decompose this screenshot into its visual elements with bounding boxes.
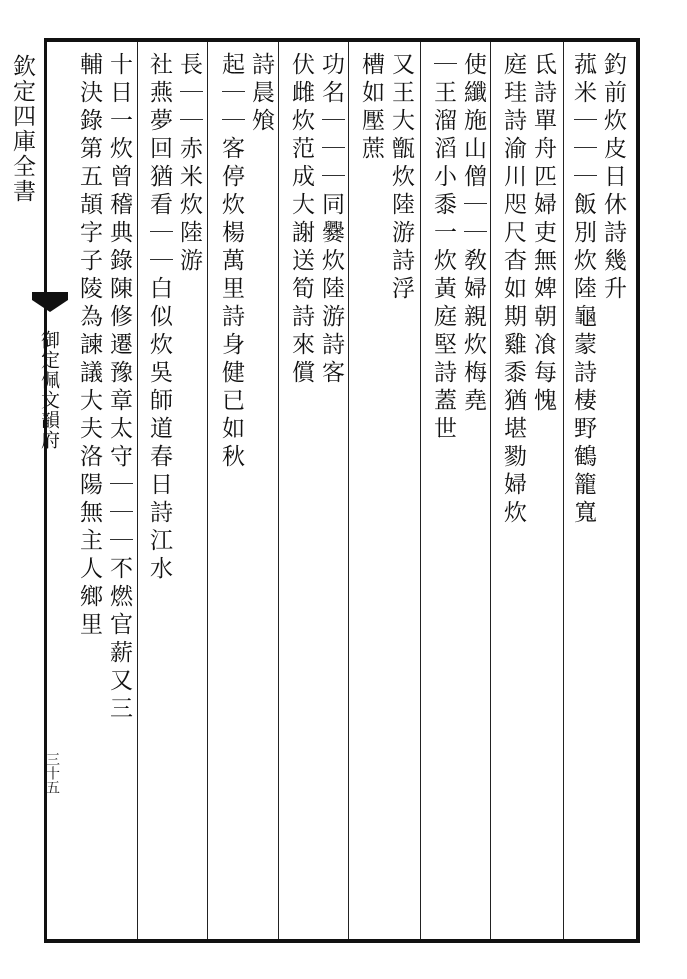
column-rule: [348, 42, 349, 939]
text-line: 釣前炊皮日休詩幾升: [600, 52, 626, 304]
fishtail-mark-icon: [32, 292, 68, 312]
text-line: 使纖施山僧｜｜敎婦親炊梅堯: [460, 52, 486, 416]
text-line: 槽如壓蔗: [358, 52, 384, 164]
text-line: 社燕夢回猶看｜｜白似炊吳師道春日詩江水: [146, 52, 172, 584]
column-rule: [420, 42, 421, 939]
text-column: [74, 52, 134, 937]
book-title: 欽定四庫全書: [9, 54, 35, 204]
text-line: 輔決錄第五頡字子陵為諫議大夫洛陽無主人鄉里: [76, 52, 102, 640]
text-line: 長｜｜赤米炊陸游: [176, 52, 202, 276]
text-column: [498, 52, 558, 937]
text-column: [286, 52, 346, 937]
text-line: 氐詩單舟匹婦吏無婢朝飡每愧: [530, 52, 556, 416]
text-column: [428, 52, 488, 937]
frame-top-border: [44, 38, 640, 42]
text-line: 伏雌炊范成大謝送筍詩來償: [288, 52, 314, 388]
text-line: ｜王溜滔小黍一炊黃庭堅詩蓋世: [430, 52, 456, 444]
text-line: 菰米｜｜｜飯別炊陸龜蒙詩棲野鶴籠寬: [570, 52, 596, 528]
text-column: [216, 52, 276, 937]
frame-right-border: [636, 38, 640, 943]
text-line: 詩晨飧: [248, 52, 274, 136]
text-line: 十日一炊曾稽典錄陳修遷豫章太守｜｜｜不燃官薪又三: [106, 52, 132, 724]
text-line: 功名｜｜｜同爨炊陸游詩客: [318, 52, 344, 388]
text-line: 起｜｜客停炊楊萬里詩身健已如秋: [218, 52, 244, 472]
text-line: 又王大甑炊陸游詩浮: [388, 52, 414, 304]
column-rule: [278, 42, 279, 939]
column-rule: [563, 42, 564, 939]
text-column: [144, 52, 204, 937]
text-line: 庭珪詩渝川咫尺杳如期雞黍猶堪勠婦炊: [500, 52, 526, 528]
book-subtitle: 御定佩文韻府: [38, 330, 60, 450]
text-column: [568, 52, 628, 937]
frame-bottom-border: [44, 939, 640, 943]
text-column: [356, 52, 416, 937]
page-number: 三十五: [44, 752, 60, 794]
frame-left-border: [44, 38, 47, 943]
column-rule: [490, 42, 491, 939]
column-rule: [137, 42, 138, 939]
column-rule: [207, 42, 208, 939]
